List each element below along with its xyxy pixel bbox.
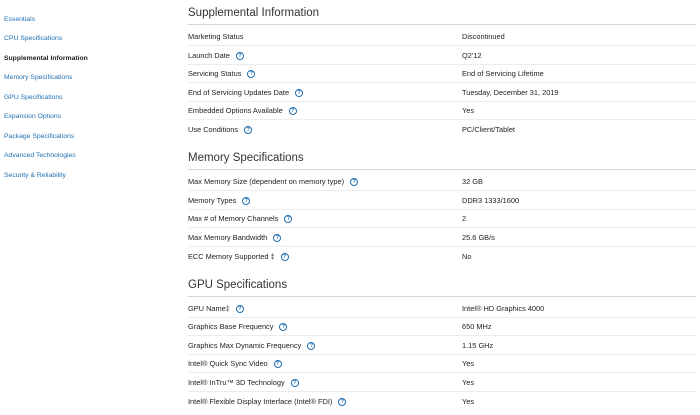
help-icon[interactable]: ? xyxy=(244,126,252,134)
section-divider xyxy=(188,169,696,170)
spec-label: Use Conditions ? xyxy=(188,125,252,134)
row-divider xyxy=(188,119,696,120)
spec-row xyxy=(188,252,696,265)
spec-label: Memory Types ? xyxy=(188,196,250,205)
spec-row xyxy=(188,397,696,410)
row-divider xyxy=(188,45,696,46)
row-divider xyxy=(188,317,696,318)
row-divider xyxy=(188,101,696,102)
spec-label: GPU Name‡ ? xyxy=(188,304,244,313)
help-icon[interactable]: ? xyxy=(242,197,250,205)
spec-label: Max # of Memory Channels ? xyxy=(188,214,292,223)
spec-row xyxy=(188,88,696,101)
sidebar-item-expansion-options[interactable]: Expansion Options xyxy=(4,113,62,120)
help-icon[interactable]: ? xyxy=(281,253,289,261)
help-icon[interactable]: ? xyxy=(289,107,297,115)
row-divider xyxy=(188,372,696,373)
row-divider xyxy=(188,335,696,336)
help-icon[interactable]: ? xyxy=(236,52,244,60)
spec-value: 2 xyxy=(462,214,467,223)
spec-value: 32 GB xyxy=(462,177,483,186)
section-divider xyxy=(188,24,696,25)
spec-value: Yes xyxy=(462,397,475,406)
spec-row xyxy=(188,233,696,246)
spec-value: Q2'12 xyxy=(462,51,482,60)
row-divider xyxy=(188,391,696,392)
spec-row xyxy=(188,125,696,138)
spec-row xyxy=(188,51,696,64)
spec-value: 650 MHz xyxy=(462,322,492,331)
section-title: Memory Specifications xyxy=(188,152,304,164)
sidebar-item-advanced-technologies[interactable]: Advanced Technologies xyxy=(4,152,76,159)
spec-label: Embedded Options Available ? xyxy=(188,106,297,115)
sidebar-item-gpu-specifications[interactable]: GPU Specifications xyxy=(4,94,63,101)
section-divider xyxy=(188,296,696,297)
spec-label: End of Servicing Updates Date ? xyxy=(188,88,303,97)
spec-value: Yes xyxy=(462,106,475,115)
row-divider xyxy=(188,190,696,191)
spec-label: Servicing Status ? xyxy=(188,69,255,78)
spec-value: PC/Client/Tablet xyxy=(462,125,515,134)
spec-row xyxy=(188,196,696,209)
help-icon[interactable]: ? xyxy=(273,234,281,242)
spec-value: DDR3 1333/1600 xyxy=(462,196,520,205)
spec-label: Intel® Quick Sync Video ? xyxy=(188,359,282,368)
help-icon[interactable]: ? xyxy=(247,70,255,78)
spec-row xyxy=(188,359,696,372)
row-divider xyxy=(188,354,696,355)
row-divider xyxy=(188,227,696,228)
spec-row xyxy=(188,378,696,391)
section-title: GPU Specifications xyxy=(188,279,288,291)
section-title: Supplemental Information xyxy=(188,7,320,19)
spec-row xyxy=(188,177,696,190)
spec-value: 1.15 GHz xyxy=(462,341,494,350)
help-icon[interactable]: ? xyxy=(307,342,315,350)
spec-value: End of Servicing Lifetime xyxy=(462,69,544,78)
spec-row xyxy=(188,69,696,82)
help-icon[interactable]: ? xyxy=(350,178,358,186)
sidebar-item-cpu-specifications[interactable]: CPU Specifications xyxy=(4,35,63,42)
spec-value: No xyxy=(462,252,472,261)
help-icon[interactable]: ? xyxy=(274,360,282,368)
spec-label: Marketing Status xyxy=(188,32,244,41)
sidebar-item-memory-specifications[interactable]: Memory Specifications xyxy=(4,74,73,81)
spec-value: Intel® HD Graphics 4000 xyxy=(462,304,545,313)
spec-value: Tuesday, December 31, 2019 xyxy=(462,88,559,97)
spec-label: Launch Date ? xyxy=(188,51,244,60)
spec-label: ECC Memory Supported ‡ ? xyxy=(188,252,289,261)
spec-value: Discontinued xyxy=(462,32,505,41)
spec-row xyxy=(188,322,696,335)
help-icon[interactable]: ? xyxy=(279,323,287,331)
help-icon[interactable]: ? xyxy=(236,305,244,313)
help-icon[interactable]: ? xyxy=(284,215,292,223)
spec-label: Intel® Flexible Display Interface (Intel® FDI) ? xyxy=(188,397,346,406)
spec-row xyxy=(188,32,696,45)
sidebar-item-security-reliability[interactable]: Security & Reliability xyxy=(4,172,66,179)
spec-label: Max Memory Size (dependent on memory type) ? xyxy=(188,177,358,186)
spec-label: Graphics Base Frequency ? xyxy=(188,322,287,331)
sidebar-item-package-specifications[interactable]: Package Specifications xyxy=(4,133,75,140)
row-divider xyxy=(188,64,696,65)
spec-label: Intel® InTru™ 3D Technology ? xyxy=(188,378,299,387)
row-divider xyxy=(188,246,696,247)
row-divider xyxy=(188,82,696,83)
help-icon[interactable]: ? xyxy=(291,379,299,387)
help-icon[interactable]: ? xyxy=(338,398,346,406)
spec-row xyxy=(188,214,696,227)
spec-row xyxy=(188,304,696,317)
spec-value: 25.6 GB/s xyxy=(462,233,495,242)
spec-row xyxy=(188,106,696,119)
spec-label: Graphics Max Dynamic Frequency ? xyxy=(188,341,315,350)
sidebar-item-supplemental-information[interactable]: Supplemental Information xyxy=(4,55,88,62)
row-divider xyxy=(188,209,696,210)
spec-row xyxy=(188,341,696,354)
spec-value: Yes xyxy=(462,378,475,387)
help-icon[interactable]: ? xyxy=(295,89,303,97)
spec-value: Yes xyxy=(462,359,475,368)
sidebar-item-essentials[interactable]: Essentials xyxy=(4,16,35,23)
spec-label: Max Memory Bandwidth ? xyxy=(188,233,281,242)
